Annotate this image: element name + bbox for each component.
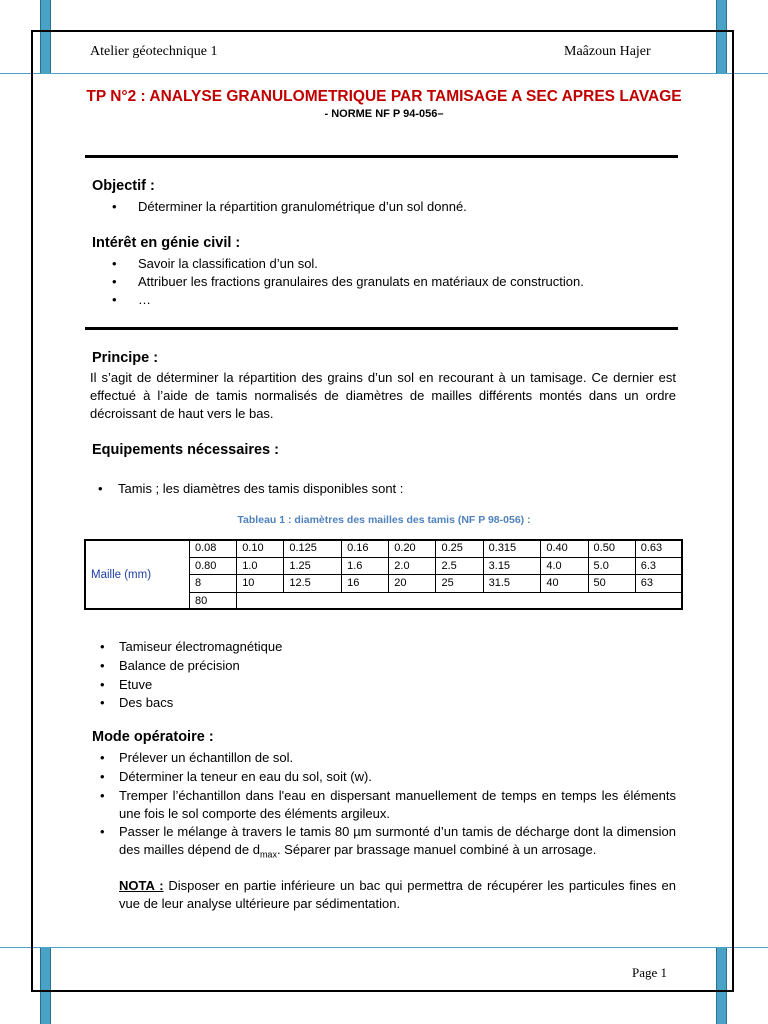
- table-cell: 20: [389, 575, 436, 593]
- table-cell: 2.5: [436, 557, 483, 575]
- page-number: Page 1: [632, 965, 668, 980]
- table-cell: 50: [588, 575, 635, 593]
- table-cell: 4.0: [541, 557, 588, 575]
- header-course: Atelier géotechnique 1: [90, 44, 218, 59]
- table-cell: 2.0: [389, 557, 436, 575]
- table-row: [85, 540, 683, 558]
- table-cell: 0.20: [389, 540, 436, 558]
- nota-paragraph: NOTA : Disposer en partie inférieure un bac qui permettra de récupérer les particules fines en vue de leur analyse ultérieure par sédimentation.: [119, 878, 676, 911]
- header-author: Maâzoun Hajer: [564, 44, 651, 59]
- table-cell: 0.63: [635, 540, 682, 558]
- table-caption: Tableau 1 : diamètres des mailles des tamis (NF P 98-056) :: [237, 514, 531, 526]
- equipements-heading: Equipements nécessaires :: [92, 442, 279, 458]
- principe-text: Il s’agit de déterminer la répartition des grains d’un sol en recourant à un tamisage. Ce dernier est effectué à l’aide de tamis normalisés de diamètres de mailles différents montés dans un ordre décroissant de haut vers le bas.: [90, 370, 676, 421]
- table-cell: 8: [190, 575, 237, 593]
- principe-heading: Principe :: [92, 350, 159, 366]
- mode-step-3: Tremper l’échantillon dans l'eau en dispersant manuellement de temps en temps les éléments une fois le sol comporte des éléments argileux.: [119, 788, 676, 821]
- table-cell: 40: [541, 575, 588, 593]
- table-cell: 6.3: [635, 557, 682, 575]
- sieve-table: [84, 539, 683, 610]
- table-cell: 0.08: [190, 540, 237, 558]
- divider-1: [85, 155, 678, 158]
- table-cell: 0.25: [436, 540, 483, 558]
- objectif-heading: Objectif :: [92, 178, 155, 194]
- table-label: Maille (mm): [85, 540, 190, 610]
- table-cell: 80: [190, 592, 237, 610]
- table-cell: 1.6: [342, 557, 389, 575]
- table-cell: 1.25: [284, 557, 342, 575]
- table-cell: 0.315: [483, 540, 541, 558]
- table-cell: 10: [237, 575, 284, 593]
- table-cell: 1.0: [237, 557, 284, 575]
- mode-heading: Mode opératoire :: [92, 729, 214, 745]
- table-cell: 63: [635, 575, 682, 593]
- table-cell: 3.15: [483, 557, 541, 575]
- page-title: TP N°2 : ANALYSE GRANULOMETRIQUE PAR TAMISAGE A SEC APRES LAVAGE: [86, 88, 682, 105]
- table-cell: 0.80: [190, 557, 237, 575]
- table-cell: 0.50: [588, 540, 635, 558]
- table-cell: 25: [436, 575, 483, 593]
- interet-heading: Intérêt en génie civil :: [92, 235, 241, 251]
- nota-label: NOTA :: [119, 878, 164, 893]
- table-cell: 5.0: [588, 557, 635, 575]
- table-cell: 0.16: [342, 540, 389, 558]
- mode-step-4: Passer le mélange à travers le tamis 80 µm surmonté d’un tamis de décharge dont la dimension des mailles dépend de $d_{max}$. Séparer par brassage manuel combiné à un arrosage.: [119, 824, 676, 860]
- table-cell: 12.5: [284, 575, 342, 593]
- table-cell: 0.10: [237, 540, 284, 558]
- table-cell: 31.5: [483, 575, 541, 593]
- table-empty-cell: [237, 592, 683, 610]
- table-cell: 0.125: [284, 540, 342, 558]
- page-subtitle: - NORME NF P 94-056–: [324, 108, 444, 120]
- table-cell: 0.40: [541, 540, 588, 558]
- table-cell: 16: [342, 575, 389, 593]
- divider-2: [85, 327, 678, 330]
